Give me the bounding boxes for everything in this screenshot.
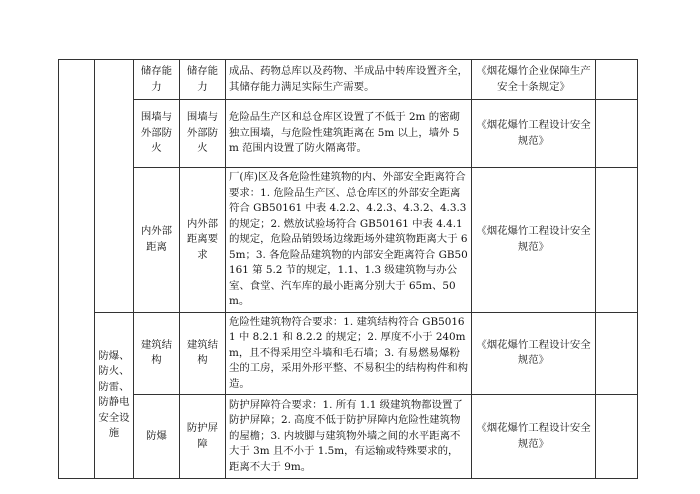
- item-cell: 储存能力: [134, 60, 180, 100]
- group-label-cell: 防爆、防火、防雷、防静电安全设施: [95, 312, 134, 479]
- result-cell: [596, 100, 638, 168]
- item-cell: 建筑结构: [134, 312, 180, 395]
- group-cell: [95, 60, 134, 313]
- result-cell: [596, 60, 638, 100]
- requirement-cell: 危险性建筑物符合要求：1. 建筑结构符合 GB50161 中 8.2.1 和 8.2.2 的规定；2. 厚度不小于 240mm，且不得采用空斗墙和毛石墙；3. 有易燃易爆粉尘的工房，采用外形平整、不易积尘的结构构件和构造。: [226, 312, 472, 395]
- item-cell: 围墙与外部防火: [134, 100, 180, 168]
- requirement-cell: 危险品生产区和总仓库区设置了不低于 2m 的密砌独立围墙，与危险性建筑距离在 5m 以上，墙外 5m 范围内设置了防火隔离带。: [226, 100, 472, 168]
- requirement-cell: 防护屏障符合要求：1. 所有 1.1 级建筑物都设置了防护屏障；2. 高度不低于防护屏障内危险性建筑物的屋檐；3. 内坡脚与建筑物外墙之间的水平距离不大于 3m 且不小于 1.5m，有运输或特殊要求的，距离不大于 9m。: [226, 395, 472, 479]
- table-row: [59, 395, 638, 479]
- basis-cell: 《烟花爆竹工程设计安全规范》: [472, 168, 596, 313]
- item-cell: 防爆: [134, 395, 180, 479]
- result-cell: [596, 168, 638, 313]
- basis-cell: 《烟花爆竹企业保障生产安全十条规定》: [472, 60, 596, 100]
- result-cell: [596, 312, 638, 395]
- subitem-cell: 储存能力: [180, 60, 226, 100]
- subitem-cell: 围墙与外部防火: [180, 100, 226, 168]
- table-row: [59, 100, 638, 168]
- item-cell: 内外部距离: [134, 168, 180, 313]
- subitem-cell: 防护屏障: [180, 395, 226, 479]
- basis-cell: 《烟花爆竹工程设计安全规范》: [472, 395, 596, 479]
- subitem-cell: 内外部距离要求: [180, 168, 226, 313]
- basis-cell: 《烟花爆竹工程设计安全规范》: [472, 100, 596, 168]
- table-row: [59, 312, 638, 395]
- category-cell: [59, 60, 95, 479]
- basis-cell: 《烟花爆竹工程设计安全规范》: [472, 312, 596, 395]
- requirement-cell: 厂(库)区及各危险性建筑物的内、外部安全距离符合要求：1. 危险品生产区、总仓库区的外部安全距离符合 GB50161 中表 4.2.2、4.2.3、4.3.2、4.3.3 的规定；2. 燃放试验场符合 GB50161 中表 4.4.1 的规定，危险品销毁场边缘距场外建筑物距离大于 65m；3. 各危险品建筑物的内部安全距离符合 GB50161 第 5.2 节的规定，1.1、1.3 级建筑物与办公室、食堂、汽车库的最小距离分别大于 65m、50m。: [226, 168, 472, 313]
- table-row: [59, 60, 638, 100]
- safety-check-table: [58, 59, 638, 479]
- result-cell: [596, 395, 638, 479]
- table-row: [59, 168, 638, 313]
- subitem-cell: 建筑结构: [180, 312, 226, 395]
- requirement-cell: 成品、药物总库以及药物、半成品中转库设置齐全，其储存能力满足实际生产需要。: [226, 60, 472, 100]
